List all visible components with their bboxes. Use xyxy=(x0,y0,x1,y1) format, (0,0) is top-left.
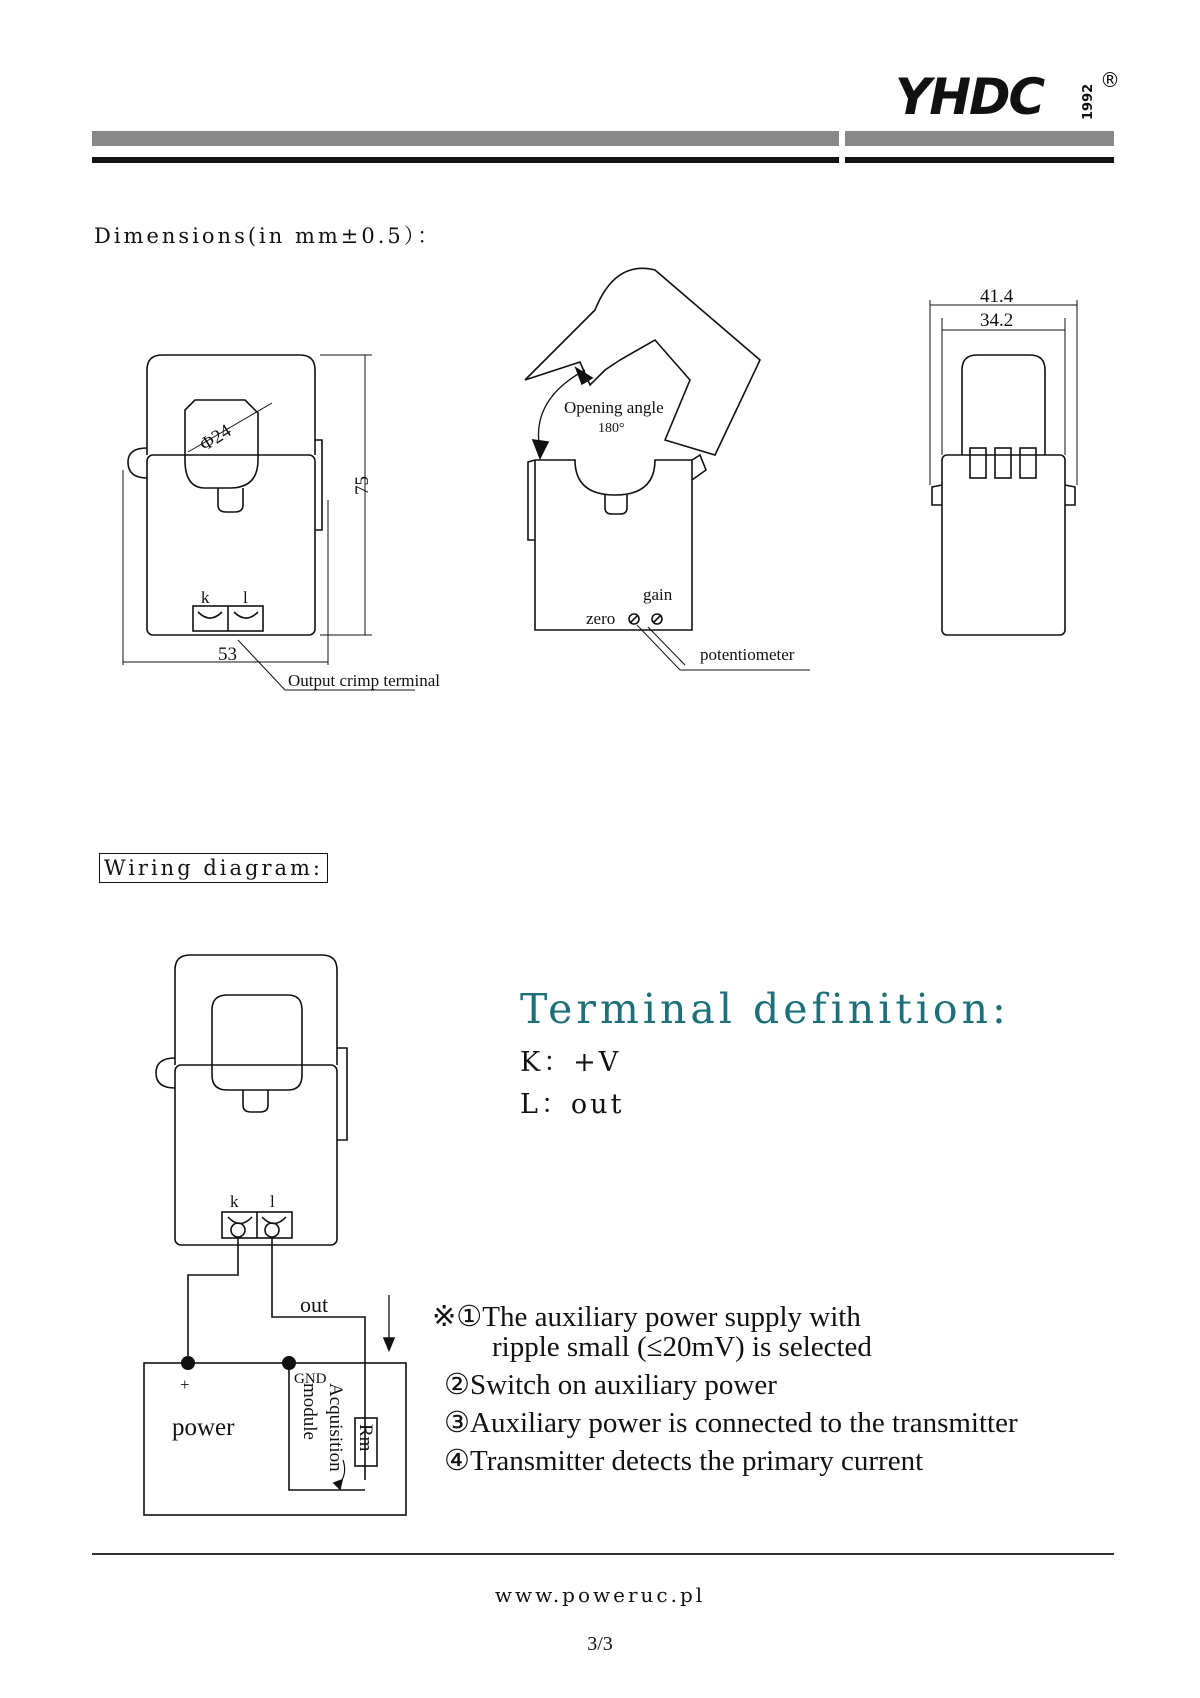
dimensions-label: Dimensions(in mm±0.5）： xyxy=(94,224,442,248)
plus-label: + xyxy=(180,1375,190,1394)
gnd-label: GND xyxy=(294,1371,327,1387)
wiring-drawing xyxy=(0,940,440,1520)
potentiometer-callout: potentiometer xyxy=(700,645,795,664)
side-view xyxy=(930,300,1077,635)
opening-angle-value: 180° xyxy=(598,421,625,436)
logo-year: 1992 xyxy=(1081,83,1096,120)
rm-label: Rm xyxy=(355,1424,376,1452)
gain-label: gain xyxy=(643,585,673,604)
terminal-definition-title: Terminal definition: xyxy=(520,985,1010,1033)
acquisition-label: Acquisition xyxy=(325,1383,346,1472)
logo-text: YHDC xyxy=(895,68,1044,126)
out-label: out xyxy=(300,1292,329,1317)
terminal-l-definition: L：out xyxy=(520,1089,625,1120)
output-crimp-callout: Output crimp terminal xyxy=(288,671,441,690)
outer-width-label: 41.4 xyxy=(980,286,1014,307)
module-label: module xyxy=(299,1383,320,1440)
front-terminal-l: l xyxy=(243,588,248,607)
wiring-terminal-l: l xyxy=(270,1192,275,1211)
width-label: 53 xyxy=(218,644,237,665)
zero-label: zero xyxy=(586,609,616,628)
plus-node xyxy=(181,1356,195,1370)
height-label: 75 xyxy=(352,476,373,495)
registered-mark: ® xyxy=(1100,68,1120,92)
wiring-diagram-label: Wiring diagram: xyxy=(99,853,328,883)
power-label: power xyxy=(172,1414,235,1441)
opening-angle-label: Opening angle xyxy=(564,398,664,417)
footer-rule xyxy=(92,1553,1114,1555)
page-number: 3/3 xyxy=(587,1633,613,1655)
front-terminal-k: k xyxy=(201,588,210,607)
diameter-label: Φ24 xyxy=(196,420,236,456)
note-3: ③Auxiliary power is connected to the transmitter xyxy=(444,1407,1018,1439)
inner-width-label: 34.2 xyxy=(980,310,1014,331)
wiring-notes xyxy=(432,1298,1018,1480)
note-1: ※①The auxiliary power supply with xyxy=(432,1301,861,1333)
note-1-continued: ripple small (≤20mV) is selected xyxy=(492,1331,872,1363)
note-2: ②Switch on auxiliary power xyxy=(444,1369,777,1401)
open-view xyxy=(525,268,810,670)
gnd-node xyxy=(282,1356,296,1370)
terminal-k-definition: K：+V xyxy=(520,1047,622,1078)
wiring-terminal-k: k xyxy=(230,1192,239,1211)
dimensions-drawing xyxy=(0,0,1200,760)
front-view xyxy=(123,355,415,690)
note-4: ④Transmitter detects the primary current xyxy=(444,1445,924,1477)
footer-website: www.poweruc.pl xyxy=(494,1583,706,1607)
